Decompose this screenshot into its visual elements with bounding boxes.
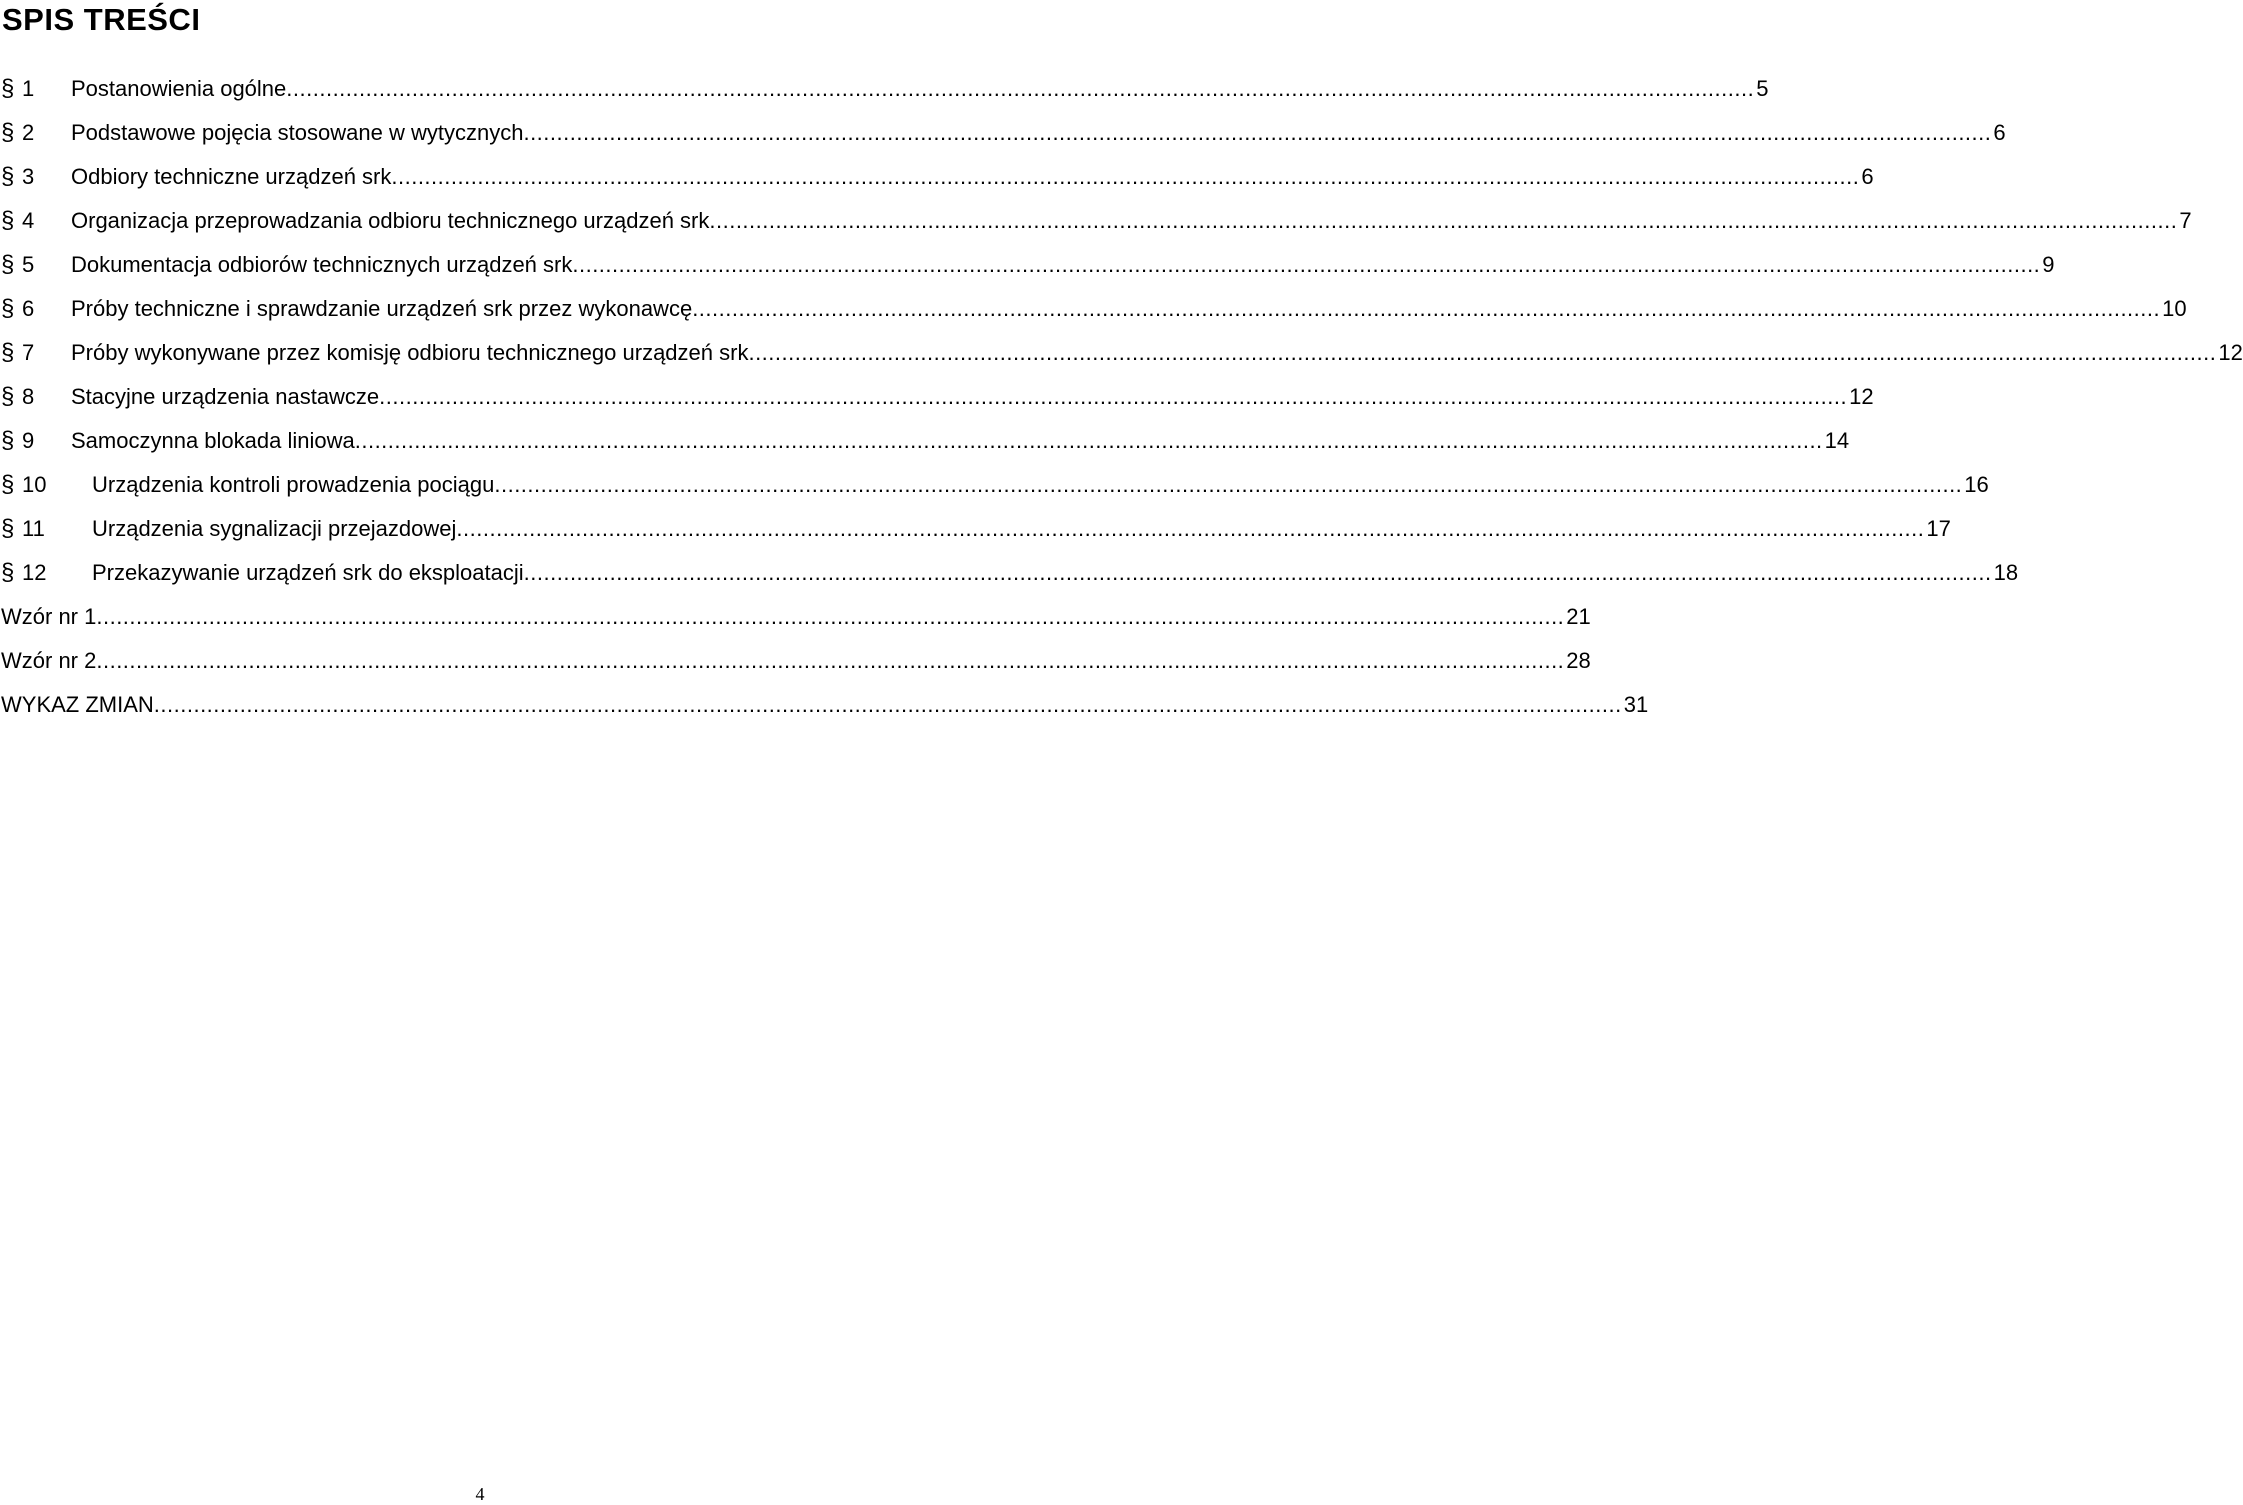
- toc-entry-number: 6: [22, 296, 35, 321]
- section-symbol: §: [1, 75, 15, 102]
- toc-entry-label: Podstawowe pojęcia stosowane w wytycznych: [71, 120, 524, 145]
- toc-entry-number: 1: [22, 76, 35, 101]
- toc-entry-page: 9: [2042, 252, 2055, 277]
- toc-entry-page: 5: [1756, 76, 1769, 101]
- section-symbol: §: [1, 251, 15, 278]
- dot-leader: ..............................................................................................................................................................................................................................: [153, 692, 1622, 717]
- toc-entry-label: Próby wykonywane przez komisję odbioru technicznego urządzeń srk: [71, 340, 749, 365]
- toc-entry-page: 31: [1623, 692, 1649, 717]
- dot-leader: ..............................................................................................................................................................................................................................: [523, 560, 1992, 585]
- toc-extra-wzor-2[interactable]: [0, 639, 1591, 683]
- toc-entry-number: 9: [22, 428, 35, 453]
- toc-entry-11[interactable]: [0, 507, 1951, 551]
- toc-entry-label: Odbiory techniczne urządzeń srk: [71, 164, 392, 189]
- toc-entry-number: 3: [22, 164, 35, 189]
- page-number: 4: [475, 1484, 485, 1504]
- section-symbol: §: [1, 559, 15, 586]
- dot-leader: ..............................................................................................................................................................................................................................: [354, 428, 1823, 453]
- toc-entry-number: 7: [22, 340, 35, 365]
- toc-entry-page: 16: [1964, 472, 1989, 497]
- dot-leader: ..............................................................................................................................................................................................................................: [96, 604, 1565, 629]
- toc-entry-number: 11: [22, 516, 45, 541]
- toc-entry-2[interactable]: [0, 111, 2006, 155]
- toc-entry-label: WYKAZ ZMIAN: [1, 692, 154, 717]
- toc-entry-number: 2: [22, 120, 35, 145]
- toc-entry-8[interactable]: [0, 375, 1874, 419]
- toc-entry-number: 12: [22, 560, 47, 585]
- toc-entry-label: Urządzenia kontroli prowadzenia pociągu: [92, 472, 495, 497]
- toc-entry-number: 5: [22, 252, 35, 277]
- toc-entry-4[interactable]: [0, 199, 2192, 243]
- toc-entry-number: 8: [22, 384, 35, 409]
- dot-leader: ..............................................................................................................................................................................................................................: [286, 76, 1755, 101]
- page-title: SPIS TREŚCI: [2, 2, 201, 37]
- toc-entry-page: 14: [1824, 428, 1850, 453]
- toc-entry-label: Stacyjne urządzenia nastawcze: [71, 384, 380, 409]
- toc-entry-label: Próby techniczne i sprawdzanie urządzeń srk przez wykonawcę: [71, 296, 693, 321]
- dot-leader: ..............................................................................................................................................................................................................................: [572, 252, 2041, 277]
- toc-extra-wzor-1[interactable]: [0, 595, 1591, 639]
- toc-entry-label: Urządzenia sygnalizacji przejazdowej: [92, 516, 457, 541]
- toc-entry-page: 17: [1926, 516, 1951, 541]
- toc-entry-12[interactable]: [0, 551, 2019, 595]
- dot-leader: ..............................................................................................................................................................................................................................: [494, 472, 1963, 497]
- dot-leader: ..............................................................................................................................................................................................................................: [456, 516, 1925, 541]
- toc-entry-label: Wzór nr 1: [1, 604, 97, 629]
- toc-entry-5[interactable]: [0, 243, 2055, 287]
- dot-leader: ..............................................................................................................................................................................................................................: [692, 296, 2161, 321]
- toc-entry-number: 10: [22, 472, 47, 497]
- toc-entry-9[interactable]: [0, 419, 1850, 463]
- section-symbol: §: [1, 163, 15, 190]
- toc-entry-3[interactable]: [0, 155, 1874, 199]
- dot-leader: ..............................................................................................................................................................................................................................: [523, 120, 1992, 145]
- toc-entry-6[interactable]: [0, 287, 2187, 331]
- toc-entry-page: 21: [1566, 604, 1591, 629]
- dot-leader: ..............................................................................................................................................................................................................................: [96, 648, 1565, 673]
- toc-entry-page: 18: [1993, 560, 2019, 585]
- toc-entry-page: 10: [2162, 296, 2187, 321]
- dot-leader: ..............................................................................................................................................................................................................................: [391, 164, 1860, 189]
- toc-extra-wykaz-zmian[interactable]: [0, 683, 1649, 727]
- toc-entry-10[interactable]: [0, 463, 1989, 507]
- toc-entry-label: Wzór nr 2: [1, 648, 97, 673]
- section-symbol: §: [1, 295, 15, 322]
- table-of-contents: [0, 67, 2243, 727]
- section-symbol: §: [1, 119, 15, 146]
- section-symbol: §: [1, 471, 15, 498]
- toc-entry-page: 6: [1993, 120, 2006, 145]
- toc-entry-label: Postanowienia ogólne: [71, 76, 287, 101]
- dot-leader: ..............................................................................................................................................................................................................................: [379, 384, 1848, 409]
- toc-entry-label: Dokumentacja odbiorów technicznych urządzeń srk: [71, 252, 573, 277]
- section-symbol: §: [1, 207, 15, 234]
- toc-entry-page: 6: [1861, 164, 1874, 189]
- toc-entry-label: Samoczynna blokada liniowa: [71, 428, 355, 453]
- dot-leader: ..............................................................................................................................................................................................................................: [748, 340, 2217, 365]
- toc-entry-label: Organizacja przeprowadzania odbioru technicznego urządzeń srk: [71, 208, 710, 233]
- section-symbol: §: [1, 339, 15, 366]
- toc-entry-page: 7: [2179, 208, 2192, 233]
- toc-entry-label: Przekazywanie urządzeń srk do eksploatacji: [92, 560, 524, 585]
- dot-leader: ..............................................................................................................................................................................................................................: [709, 208, 2178, 233]
- section-symbol: §: [1, 427, 15, 454]
- section-symbol: §: [1, 515, 15, 542]
- toc-entry-page: 12: [1849, 384, 1874, 409]
- toc-entry-1[interactable]: [0, 67, 1769, 111]
- toc-entry-page: 12: [2218, 340, 2243, 365]
- section-symbol: §: [1, 383, 15, 410]
- toc-entry-page: 28: [1566, 648, 1591, 673]
- toc-entry-7[interactable]: [0, 331, 2243, 375]
- toc-entry-number: 4: [22, 208, 35, 233]
